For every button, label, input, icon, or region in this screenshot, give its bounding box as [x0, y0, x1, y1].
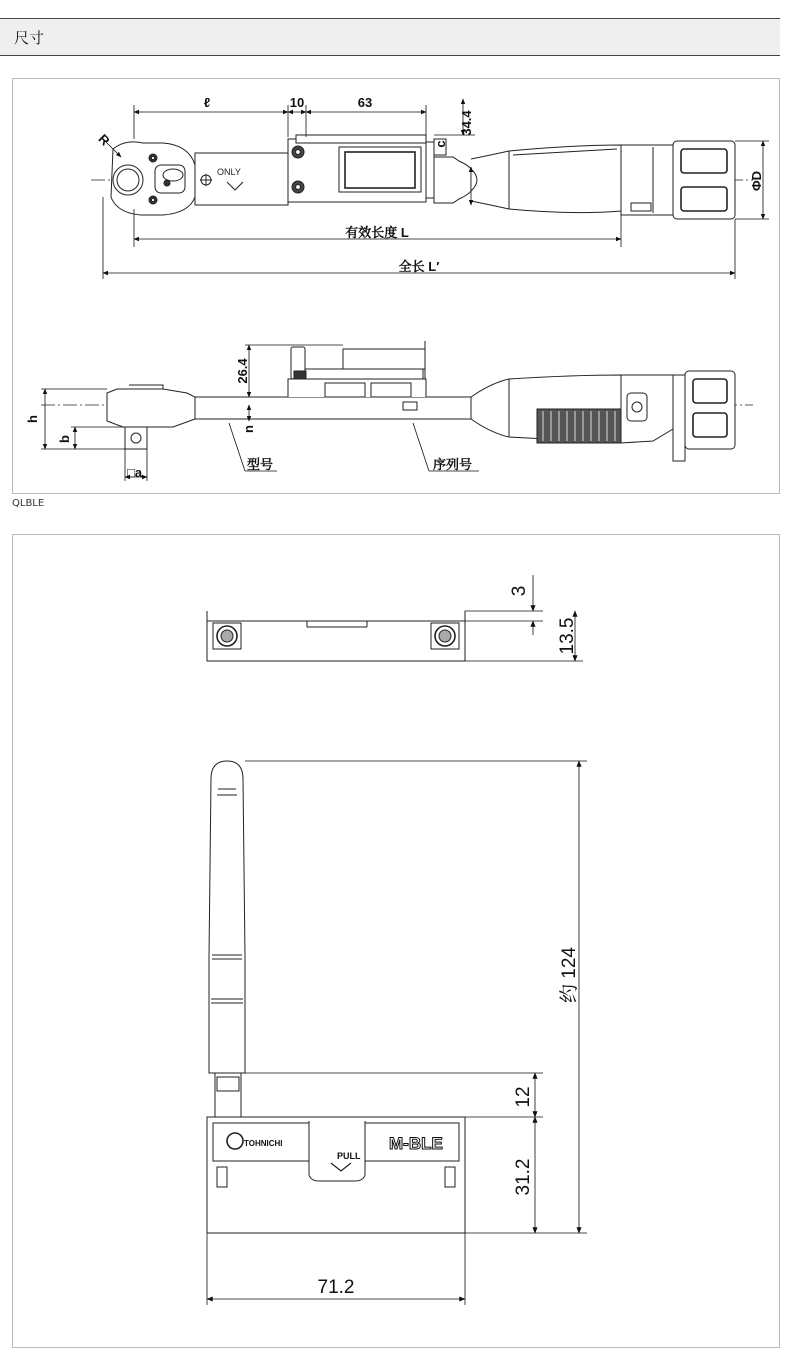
dim-b: b	[57, 435, 72, 443]
model-name: M-BLE	[389, 1134, 443, 1153]
antenna	[209, 761, 245, 1117]
serial-no-label: 序列号	[433, 457, 473, 472]
dim-34-4: 34.4	[459, 110, 474, 136]
dim-3: 3	[509, 585, 530, 597]
section-header	[0, 18, 780, 56]
dim-c: c	[433, 140, 448, 148]
module-dimension-panel	[12, 534, 780, 1348]
dim-n: n	[241, 425, 256, 433]
dim-63: 63	[357, 95, 373, 110]
wrench-drawing	[13, 79, 779, 493]
dim-radius: R	[95, 131, 113, 149]
wrench-top-view	[91, 135, 753, 219]
dim-a: □a	[127, 465, 143, 480]
only-mark: ONLY	[217, 167, 241, 177]
figure-caption: QLBLE	[12, 498, 45, 509]
dim-124: 约 124	[559, 947, 580, 1003]
dim-71-2: 71.2	[317, 1277, 355, 1298]
wrench-dimension-panel	[12, 78, 780, 494]
dim-12: 12	[513, 1086, 534, 1108]
wrench-side-view	[41, 341, 753, 461]
dim-26-4: 26.4	[235, 358, 250, 384]
dim-phi-d: ΦD	[749, 170, 764, 192]
effective-length-label: 有效长度 L	[345, 225, 409, 240]
model-no-label: 型号	[247, 457, 274, 472]
module-top-view	[207, 611, 465, 661]
pull-label: PULL	[337, 1151, 361, 1161]
module-drawing	[13, 535, 779, 1347]
dim-10: 10	[289, 95, 305, 110]
dim-h: h	[25, 415, 40, 423]
total-length-label: 全长 L′	[398, 259, 440, 274]
dim-ell: ℓ	[203, 95, 211, 110]
brand-logo-text: TOHNICHI	[244, 1139, 283, 1148]
dim-31-2: 31.2	[513, 1158, 534, 1196]
dim-13-5: 13.5	[557, 617, 578, 655]
section-title: 尺寸	[14, 29, 45, 47]
